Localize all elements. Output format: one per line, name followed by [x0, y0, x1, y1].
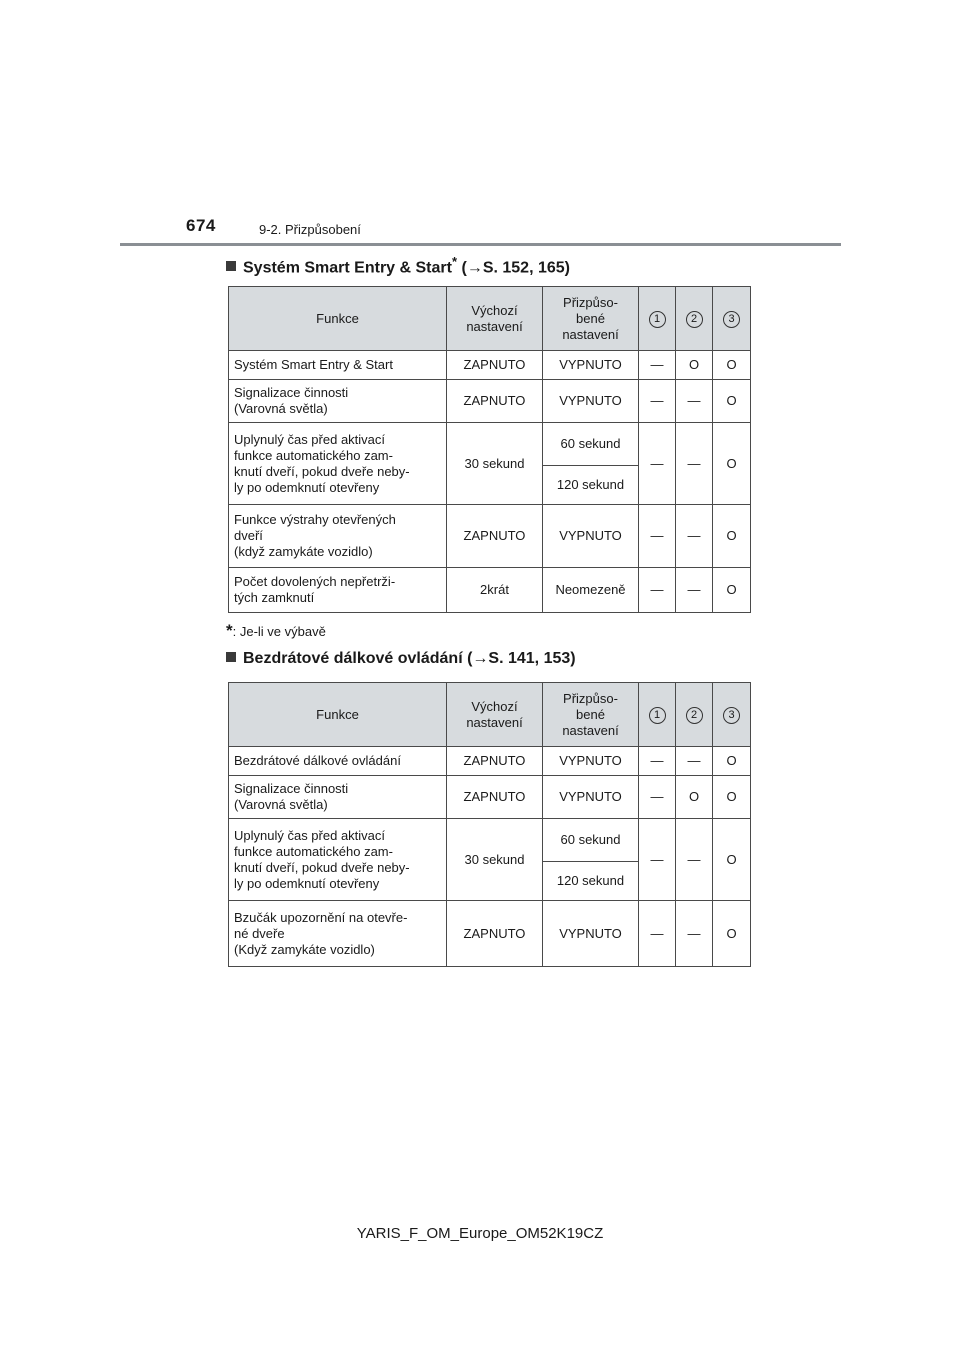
circled-number-1: 1: [649, 707, 666, 724]
cell-default: 30 sekund: [447, 819, 543, 901]
footnote-text: : Je-li ve výbavě: [232, 624, 326, 639]
section1-title: Systém Smart Entry & Start: [243, 259, 452, 277]
table-row: [229, 901, 751, 967]
cell-custom: VYPNUTO: [543, 351, 639, 380]
cell-custom: VYPNUTO: [543, 747, 639, 776]
cell-custom-a: 60 sekund: [543, 423, 639, 466]
cell-c1: —: [639, 351, 676, 380]
cell-custom: Neomezeně: [543, 568, 639, 613]
section1-heading: Systém Smart Entry & Start* (→S. 152, 165): [226, 254, 570, 277]
cell-function: Uplynulý čas před aktivací funkce automatického zam- knutí dveří, pokud dveře neby- ly po odemknutí otevřeny: [229, 423, 447, 505]
cell-c3: O: [713, 747, 751, 776]
table-row: [229, 776, 751, 819]
cell-function: Signalizace činnosti (Varovná světla): [229, 776, 447, 819]
cell-c1: —: [639, 747, 676, 776]
cell-c1: —: [639, 776, 676, 819]
cell-c2: —: [676, 380, 713, 423]
reference-arrow-icon: →: [472, 650, 489, 667]
cell-c1: —: [639, 901, 676, 967]
cell-function: Bezdrátové dálkové ovládání: [229, 747, 447, 776]
cell-c2: —: [676, 819, 713, 901]
table-row: [229, 423, 751, 466]
cell-default: 2krát: [447, 568, 543, 613]
cell-c1: —: [639, 505, 676, 568]
footnote: [226, 621, 326, 641]
circled-number-3: 3: [723, 311, 740, 328]
circled-number-2: 2: [686, 311, 703, 328]
cell-custom: VYPNUTO: [543, 505, 639, 568]
footnote-star: *: [226, 621, 233, 640]
section-label: 9-2. Přizpůsobení: [259, 222, 361, 237]
column-header-2: [676, 683, 713, 747]
cell-c3: O: [713, 568, 751, 613]
circled-number-2: 2: [686, 707, 703, 724]
column-header-3: [713, 287, 751, 351]
cell-custom: VYPNUTO: [543, 776, 639, 819]
table-row: [229, 747, 751, 776]
table-row: [229, 505, 751, 568]
cell-custom-b: 120 sekund: [543, 466, 639, 505]
cell-c1: —: [639, 423, 676, 505]
section1-table: [228, 286, 751, 613]
circled-number-3: 3: [723, 707, 740, 724]
cell-custom-b: 120 sekund: [543, 862, 639, 901]
cell-c2: —: [676, 423, 713, 505]
cell-function: Bzučák upozornění na otevře- né dveře (Když zamykáte vozidlo): [229, 901, 447, 967]
cell-c1: —: [639, 819, 676, 901]
column-header-custom: Přizpůso- bené nastavení: [543, 287, 639, 351]
cell-c3: O: [713, 776, 751, 819]
cell-c3: O: [713, 351, 751, 380]
column-header-function: Funkce: [229, 287, 447, 351]
cell-function: Signalizace činnosti (Varovná světla): [229, 380, 447, 423]
cell-function: Uplynulý čas před aktivací funkce automatického zam- knutí dveří, pokud dveře neby- ly po odemknutí otevřeny: [229, 819, 447, 901]
section2-title: Bezdrátové dálkové ovládání: [243, 650, 463, 667]
column-header-1: [639, 683, 676, 747]
column-header-function: Funkce: [229, 683, 447, 747]
column-header-2: [676, 287, 713, 351]
cell-default: ZAPNUTO: [447, 380, 543, 423]
cell-default: ZAPNUTO: [447, 351, 543, 380]
section1-title-star: *: [451, 254, 458, 269]
cell-default: ZAPNUTO: [447, 747, 543, 776]
cell-c1: —: [639, 568, 676, 613]
document-id: YARIS_F_OM_Europe_OM52K19CZ: [356, 1225, 604, 1242]
column-header-3: [713, 683, 751, 747]
cell-c3: O: [713, 423, 751, 505]
cell-c3: O: [713, 901, 751, 967]
section1-ref-pages: S. 152, 165: [482, 259, 565, 277]
column-header-default: Výchozí nastavení: [447, 683, 543, 747]
cell-c1: —: [639, 380, 676, 423]
cell-c2: —: [676, 747, 713, 776]
table-row: [229, 351, 751, 380]
cell-c2: O: [676, 351, 713, 380]
square-bullet-icon: [226, 261, 236, 271]
square-bullet-icon: [226, 652, 236, 662]
section2-heading: Bezdrátové dálkové ovládání (→S. 141, 153): [226, 650, 576, 668]
reference-arrow-icon: →: [466, 259, 483, 277]
cell-c2: O: [676, 776, 713, 819]
cell-default: ZAPNUTO: [447, 505, 543, 568]
cell-custom-a: 60 sekund: [543, 819, 639, 862]
circled-number-1: 1: [649, 311, 666, 328]
table-header-row: [229, 683, 751, 747]
header-rule: [120, 243, 841, 246]
column-header-1: [639, 287, 676, 351]
cell-c3: O: [713, 505, 751, 568]
cell-function: Funkce výstrahy otevřených dveří (když zamykáte vozidlo): [229, 505, 447, 568]
section2-ref-pages: S. 141, 153: [488, 650, 571, 667]
column-header-custom: Přizpůso- bené nastavení: [543, 683, 639, 747]
section2-table: [228, 682, 751, 967]
cell-function: Počet dovolených nepřetrži- tých zamknutí: [229, 568, 447, 613]
cell-c2: —: [676, 901, 713, 967]
cell-c3: O: [713, 380, 751, 423]
cell-default: ZAPNUTO: [447, 776, 543, 819]
cell-c2: —: [676, 505, 713, 568]
column-header-default: Výchozí nastavení: [447, 287, 543, 351]
table-row: [229, 819, 751, 862]
cell-function: Systém Smart Entry & Start: [229, 351, 447, 380]
table-header-row: [229, 287, 751, 351]
page-number: 674: [186, 216, 216, 235]
table-row: [229, 568, 751, 613]
cell-c2: —: [676, 568, 713, 613]
table-row: [229, 380, 751, 423]
cell-custom: VYPNUTO: [543, 380, 639, 423]
cell-default: 30 sekund: [447, 423, 543, 505]
cell-default: ZAPNUTO: [447, 901, 543, 967]
cell-custom: VYPNUTO: [543, 901, 639, 967]
cell-c3: O: [713, 819, 751, 901]
